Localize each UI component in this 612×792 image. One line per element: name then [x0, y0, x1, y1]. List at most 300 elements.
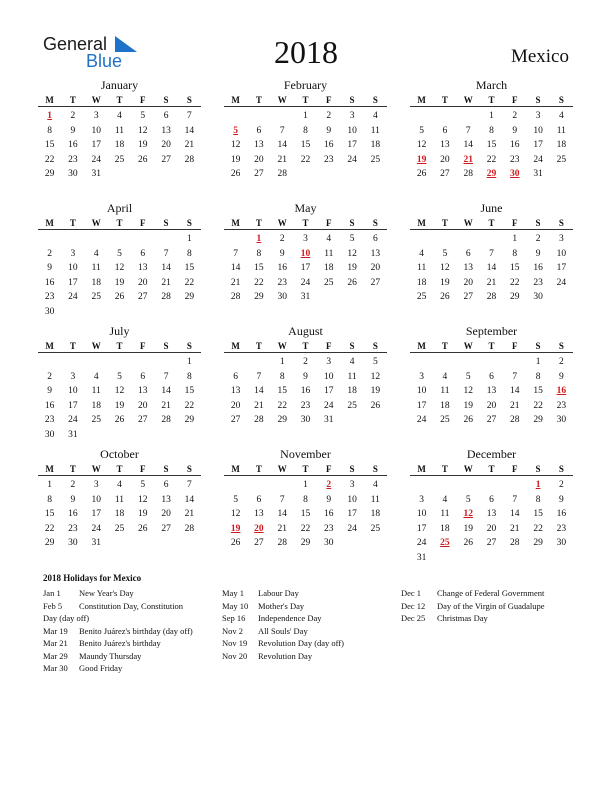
- day-cell: 26: [347, 277, 357, 288]
- holiday-name: Maundy Thursday: [79, 650, 142, 661]
- day-cell: 22: [300, 523, 311, 534]
- day-cell: 25: [114, 154, 125, 165]
- weekday-label: M: [231, 95, 240, 105]
- day-cell: 6: [140, 371, 146, 382]
- day-cell: 11: [440, 386, 450, 396]
- day-cell: 24: [91, 154, 101, 165]
- day-cell: 16: [324, 509, 334, 519]
- empty-cell: [38, 232, 61, 247]
- day-cell: 31: [324, 415, 334, 425]
- day-cell: 6: [163, 480, 169, 490]
- country-label: Mexico: [510, 46, 569, 67]
- weekday-label: T: [302, 341, 309, 351]
- weekday-label: S: [558, 218, 564, 228]
- day-cell: 24: [91, 523, 101, 534]
- holidays-column: [43, 587, 222, 675]
- day-cell: 15: [184, 386, 195, 396]
- empty-cell: [247, 355, 270, 370]
- empty-cell: [154, 355, 177, 370]
- day-cell: 26: [230, 538, 241, 548]
- holidays-column: [401, 587, 583, 675]
- day-cell: 14: [161, 386, 171, 396]
- day-cell: 12: [347, 248, 357, 259]
- month-february: [224, 78, 387, 188]
- weekday-header: [410, 216, 573, 230]
- day-cell: 11: [556, 125, 566, 136]
- day-cell: 13: [138, 263, 148, 273]
- empty-cell: [433, 355, 456, 370]
- weekday-label: T: [488, 95, 495, 105]
- day-cell: 9: [70, 494, 76, 505]
- empty-cell: [271, 478, 294, 493]
- day-cell: 5: [419, 125, 425, 136]
- day-cell: 16: [68, 509, 78, 519]
- weekday-label: T: [116, 218, 123, 228]
- day-grid: [224, 355, 387, 428]
- day-cell: 3: [349, 480, 355, 490]
- day-cell: 8: [303, 494, 308, 505]
- weekday-header: [410, 339, 573, 353]
- weekday-label: W: [91, 341, 101, 351]
- day-cell: 22: [300, 154, 311, 165]
- day-cell: 30: [300, 415, 311, 425]
- day-cell: 28: [161, 415, 171, 425]
- weekday-label: F: [512, 218, 518, 228]
- holidays-title: 2018 Holidays for Mexico: [43, 573, 142, 583]
- day-cell: 19: [463, 400, 473, 411]
- empty-cell: [457, 109, 480, 124]
- holiday-item: [43, 600, 222, 613]
- weekday-label: S: [186, 341, 192, 351]
- day-cell: 5: [233, 494, 239, 505]
- holiday-day-cell: 1: [47, 111, 53, 121]
- weekday-header: [224, 93, 387, 107]
- day-cell: 13: [486, 509, 497, 519]
- day-cell: 4: [372, 480, 378, 490]
- holiday-day-cell: 20: [254, 523, 264, 534]
- empty-cell: [480, 355, 503, 370]
- empty-cell: [480, 232, 503, 247]
- empty-cell: [410, 478, 433, 493]
- holiday-day-cell: 21: [463, 154, 473, 165]
- holiday-date: Nov 2: [222, 625, 244, 636]
- day-cell: 21: [230, 277, 241, 288]
- day-cell: 19: [347, 263, 357, 273]
- day-cell: 1: [489, 111, 494, 121]
- day-cell: 3: [93, 111, 99, 121]
- day-cell: 22: [486, 154, 497, 165]
- holiday-name: Benito Juárez's birthday: [79, 638, 161, 648]
- day-cell: 25: [370, 154, 381, 165]
- holiday-name: New Year's Day: [79, 588, 134, 598]
- day-cell: 11: [114, 125, 125, 136]
- day-cell: 16: [300, 386, 311, 396]
- day-cell: 15: [486, 140, 497, 150]
- holiday-name: Day of the Virgin of Guadalupe: [437, 600, 545, 611]
- weekday-label: S: [163, 464, 169, 474]
- day-cell: 24: [68, 415, 78, 425]
- day-cell: 1: [303, 111, 308, 121]
- day-cell: 5: [117, 371, 122, 382]
- day-cell: 17: [416, 400, 427, 411]
- holiday-day-cell: 2: [326, 480, 332, 490]
- weekday-label: M: [45, 218, 54, 228]
- day-cell: 18: [91, 400, 101, 411]
- empty-cell: [85, 232, 108, 247]
- holiday-item: [222, 600, 401, 613]
- holiday-day-cell: 29: [486, 169, 497, 179]
- weekday-label: W: [277, 95, 287, 105]
- holiday-date: Nov 19: [222, 638, 248, 648]
- empty-cell: [108, 232, 131, 247]
- day-cell: 13: [254, 140, 264, 150]
- holiday-name: Revolution Day: [258, 650, 313, 661]
- day-cell: 14: [184, 494, 195, 505]
- day-cell: 3: [349, 111, 355, 121]
- empty-cell: [224, 109, 247, 124]
- day-cell: 20: [161, 509, 171, 519]
- day-cell: 5: [442, 248, 448, 259]
- day-cell: 11: [91, 263, 101, 273]
- day-cell: 24: [68, 292, 78, 302]
- day-cell: 10: [556, 248, 567, 259]
- day-cell: 11: [114, 494, 125, 505]
- empty-cell: [108, 355, 131, 370]
- month-january: [38, 78, 201, 188]
- month-march: [410, 78, 573, 188]
- holiday-date: Dec 25: [401, 613, 426, 623]
- day-cell: 12: [416, 140, 427, 150]
- weekday-label: S: [558, 95, 564, 105]
- weekday-label: T: [302, 218, 309, 228]
- holiday-item: [222, 637, 401, 650]
- empty-cell: [271, 109, 294, 124]
- day-cell: 13: [370, 248, 381, 259]
- holiday-date: Mar 19: [43, 625, 68, 636]
- day-cell: 11: [91, 386, 101, 396]
- day-cell: 9: [326, 494, 332, 505]
- holiday-name: Christmas Day: [437, 613, 488, 623]
- day-cell: 29: [254, 292, 264, 302]
- weekday-label: T: [441, 341, 448, 351]
- weekday-label: F: [326, 95, 332, 105]
- day-cell: 14: [184, 125, 195, 136]
- holiday-item: [222, 587, 401, 600]
- day-cell: 20: [138, 277, 148, 288]
- weekday-label: W: [463, 95, 473, 105]
- weekday-label: F: [512, 464, 518, 474]
- day-cell: 31: [91, 538, 101, 548]
- day-grid: [410, 232, 573, 305]
- holiday-item: [43, 662, 222, 675]
- holiday-item: [43, 625, 222, 638]
- day-cell: 10: [324, 371, 334, 382]
- weekday-label: T: [255, 464, 262, 474]
- day-cell: 24: [416, 415, 427, 425]
- month-april: [38, 201, 201, 317]
- day-cell: 31: [533, 169, 543, 179]
- day-cell: 2: [47, 371, 53, 382]
- holiday-name: Constitution Day, Constitution: [79, 600, 184, 611]
- day-cell: 25: [114, 523, 125, 534]
- day-grid: [224, 232, 387, 305]
- day-cell: 10: [347, 494, 357, 505]
- day-cell: 20: [230, 400, 241, 411]
- weekday-label: F: [326, 464, 332, 474]
- day-cell: 16: [44, 277, 55, 288]
- day-grid: [38, 478, 201, 551]
- empty-cell: [503, 355, 526, 370]
- day-cell: 26: [370, 400, 381, 411]
- day-cell: 26: [416, 169, 427, 179]
- day-cell: 17: [533, 140, 543, 150]
- day-cell: 26: [230, 169, 241, 179]
- day-grid: [410, 478, 573, 565]
- day-cell: 9: [303, 371, 308, 382]
- day-cell: 5: [465, 494, 471, 505]
- day-cell: 16: [533, 263, 543, 273]
- holiday-name: Day (day off): [43, 613, 90, 623]
- day-cell: 17: [91, 509, 101, 519]
- day-cell: 14: [254, 386, 264, 396]
- day-cell: 31: [68, 429, 78, 440]
- holiday-item: [222, 612, 401, 625]
- day-cell: 26: [463, 415, 473, 425]
- weekday-label: S: [186, 218, 192, 228]
- day-cell: 17: [68, 400, 78, 411]
- weekday-label: T: [302, 464, 309, 474]
- day-cell: 28: [184, 523, 195, 534]
- day-grid: [38, 355, 201, 442]
- month-name: January: [100, 78, 139, 92]
- holiday-name: Independence Day: [258, 613, 322, 623]
- weekday-label: M: [45, 341, 54, 351]
- day-cell: 5: [140, 480, 146, 490]
- weekday-label: S: [163, 95, 169, 105]
- holiday-name: Labour Day: [258, 588, 299, 598]
- day-cell: 12: [463, 386, 473, 396]
- holiday-name: Mother's Day: [258, 600, 305, 611]
- day-cell: 4: [326, 234, 332, 244]
- day-cell: 27: [230, 415, 241, 425]
- weekday-label: W: [463, 218, 473, 228]
- day-cell: 29: [184, 292, 195, 302]
- weekday-label: T: [116, 464, 123, 474]
- day-cell: 18: [416, 277, 427, 288]
- day-cell: 29: [44, 538, 55, 548]
- weekday-label: S: [349, 464, 355, 474]
- day-cell: 23: [68, 523, 78, 534]
- weekday-label: F: [140, 464, 146, 474]
- day-cell: 28: [254, 415, 264, 425]
- day-cell: 3: [70, 248, 76, 259]
- day-cell: 16: [277, 263, 287, 273]
- day-cell: 23: [556, 400, 567, 411]
- weekday-label: T: [441, 95, 448, 105]
- day-cell: 23: [556, 523, 567, 534]
- weekday-header: [224, 216, 387, 230]
- day-cell: 27: [486, 415, 497, 425]
- day-cell: 27: [370, 277, 381, 288]
- day-cell: 7: [233, 248, 239, 259]
- day-cell: 4: [117, 111, 122, 121]
- day-cell: 7: [186, 111, 192, 121]
- day-cell: 24: [347, 154, 357, 165]
- day-cell: 2: [70, 480, 76, 490]
- day-cell: 7: [489, 248, 494, 259]
- holiday-item: [43, 612, 222, 625]
- holiday-date: Mar 29: [43, 650, 68, 661]
- day-cell: 2: [558, 357, 564, 367]
- weekday-label: M: [45, 464, 54, 474]
- day-cell: 7: [163, 248, 169, 259]
- day-grid: [410, 109, 573, 182]
- day-cell: 23: [324, 523, 334, 534]
- holiday-item: [222, 650, 401, 663]
- day-cell: 30: [277, 292, 287, 302]
- day-cell: 21: [184, 140, 195, 150]
- day-cell: 17: [324, 386, 334, 396]
- day-cell: 18: [114, 509, 125, 519]
- day-cell: 18: [370, 509, 381, 519]
- day-cell: 8: [186, 248, 192, 259]
- day-cell: 13: [463, 263, 473, 273]
- empty-cell: [410, 109, 433, 124]
- month-september: [410, 324, 573, 434]
- month-name: April: [106, 201, 133, 215]
- day-cell: 14: [463, 140, 473, 150]
- day-cell: 14: [510, 509, 520, 519]
- day-cell: 10: [416, 509, 427, 519]
- day-cell: 8: [186, 371, 192, 382]
- weekday-label: S: [349, 341, 355, 351]
- day-cell: 7: [512, 494, 518, 505]
- weekday-label: S: [558, 464, 564, 474]
- weekday-label: S: [163, 341, 169, 351]
- day-cell: 20: [370, 263, 381, 273]
- day-cell: 16: [556, 509, 567, 519]
- day-cell: 19: [370, 386, 381, 396]
- day-cell: 6: [256, 494, 262, 505]
- day-cell: 1: [186, 357, 192, 367]
- day-cell: 13: [161, 125, 171, 136]
- day-cell: 2: [47, 248, 53, 259]
- weekday-label: S: [535, 464, 541, 474]
- day-cell: 8: [512, 248, 518, 259]
- weekday-header: [38, 216, 201, 230]
- day-cell: 24: [556, 277, 567, 288]
- empty-cell: [131, 355, 154, 370]
- day-cell: 30: [533, 292, 543, 302]
- day-cell: 4: [93, 248, 99, 259]
- day-cell: 27: [161, 154, 171, 165]
- holiday-day-cell: 1: [535, 480, 541, 490]
- weekday-label: S: [186, 464, 192, 474]
- day-grid: [224, 109, 387, 182]
- day-cell: 12: [370, 371, 381, 382]
- weekday-label: M: [231, 341, 240, 351]
- weekday-label: T: [488, 341, 495, 351]
- holiday-name: Revolution Day (day off): [258, 638, 345, 648]
- empty-cell: [224, 232, 247, 247]
- day-cell: 31: [416, 552, 427, 563]
- day-cell: 6: [163, 111, 169, 121]
- day-cell: 12: [138, 125, 148, 136]
- day-cell: 3: [303, 234, 308, 244]
- holiday-date: Feb 5: [43, 600, 63, 611]
- day-cell: 23: [44, 415, 55, 425]
- day-cell: 22: [533, 400, 543, 411]
- holiday-day-cell: 5: [233, 125, 239, 136]
- day-cell: 28: [230, 292, 241, 302]
- holiday-date: Dec 1: [401, 588, 422, 598]
- day-cell: 19: [138, 509, 148, 519]
- day-cell: 10: [533, 125, 543, 136]
- weekday-label: T: [69, 218, 76, 228]
- day-cell: 23: [68, 154, 78, 165]
- day-cell: 5: [372, 357, 378, 367]
- empty-cell: [410, 355, 433, 370]
- weekday-label: T: [302, 95, 309, 105]
- weekday-header: [224, 339, 387, 353]
- holiday-item: [43, 650, 222, 663]
- weekday-label: S: [349, 218, 355, 228]
- month-may: [224, 201, 387, 311]
- day-cell: 10: [347, 125, 357, 136]
- day-cell: 27: [463, 292, 473, 302]
- day-cell: 7: [279, 494, 285, 505]
- day-cell: 13: [230, 386, 241, 396]
- day-cell: 21: [486, 277, 497, 288]
- day-cell: 6: [489, 371, 494, 382]
- day-cell: 3: [419, 371, 425, 382]
- day-cell: 10: [91, 494, 101, 505]
- holiday-date: Nov 20: [222, 650, 248, 661]
- weekday-label: F: [140, 341, 146, 351]
- empty-cell: [503, 478, 526, 493]
- month-name: August: [288, 324, 323, 338]
- day-cell: 18: [440, 523, 450, 534]
- day-cell: 22: [277, 400, 287, 411]
- day-cell: 9: [279, 248, 285, 259]
- day-cell: 4: [419, 248, 425, 259]
- day-cell: 6: [465, 248, 471, 259]
- weekday-label: F: [140, 95, 146, 105]
- day-cell: 30: [68, 538, 78, 548]
- empty-cell: [61, 355, 84, 370]
- day-cell: 12: [230, 140, 241, 150]
- logo-word-general: General: [43, 34, 108, 54]
- weekday-label: T: [255, 341, 262, 351]
- day-cell: 21: [510, 523, 520, 534]
- day-cell: 28: [510, 538, 520, 548]
- holiday-date: Mar 30: [43, 663, 68, 673]
- day-cell: 28: [277, 169, 287, 179]
- weekday-label: M: [231, 218, 240, 228]
- holiday-day-cell: 10: [300, 248, 311, 259]
- day-cell: 18: [370, 140, 381, 150]
- holiday-item: [222, 625, 401, 638]
- weekday-label: M: [417, 218, 426, 228]
- day-cell: 1: [303, 480, 308, 490]
- day-cell: 3: [535, 111, 541, 121]
- day-cell: 1: [279, 357, 285, 367]
- day-cell: 15: [44, 140, 55, 150]
- weekday-label: S: [163, 218, 169, 228]
- day-cell: 7: [279, 125, 285, 136]
- day-cell: 9: [47, 386, 53, 396]
- day-cell: 7: [163, 371, 169, 382]
